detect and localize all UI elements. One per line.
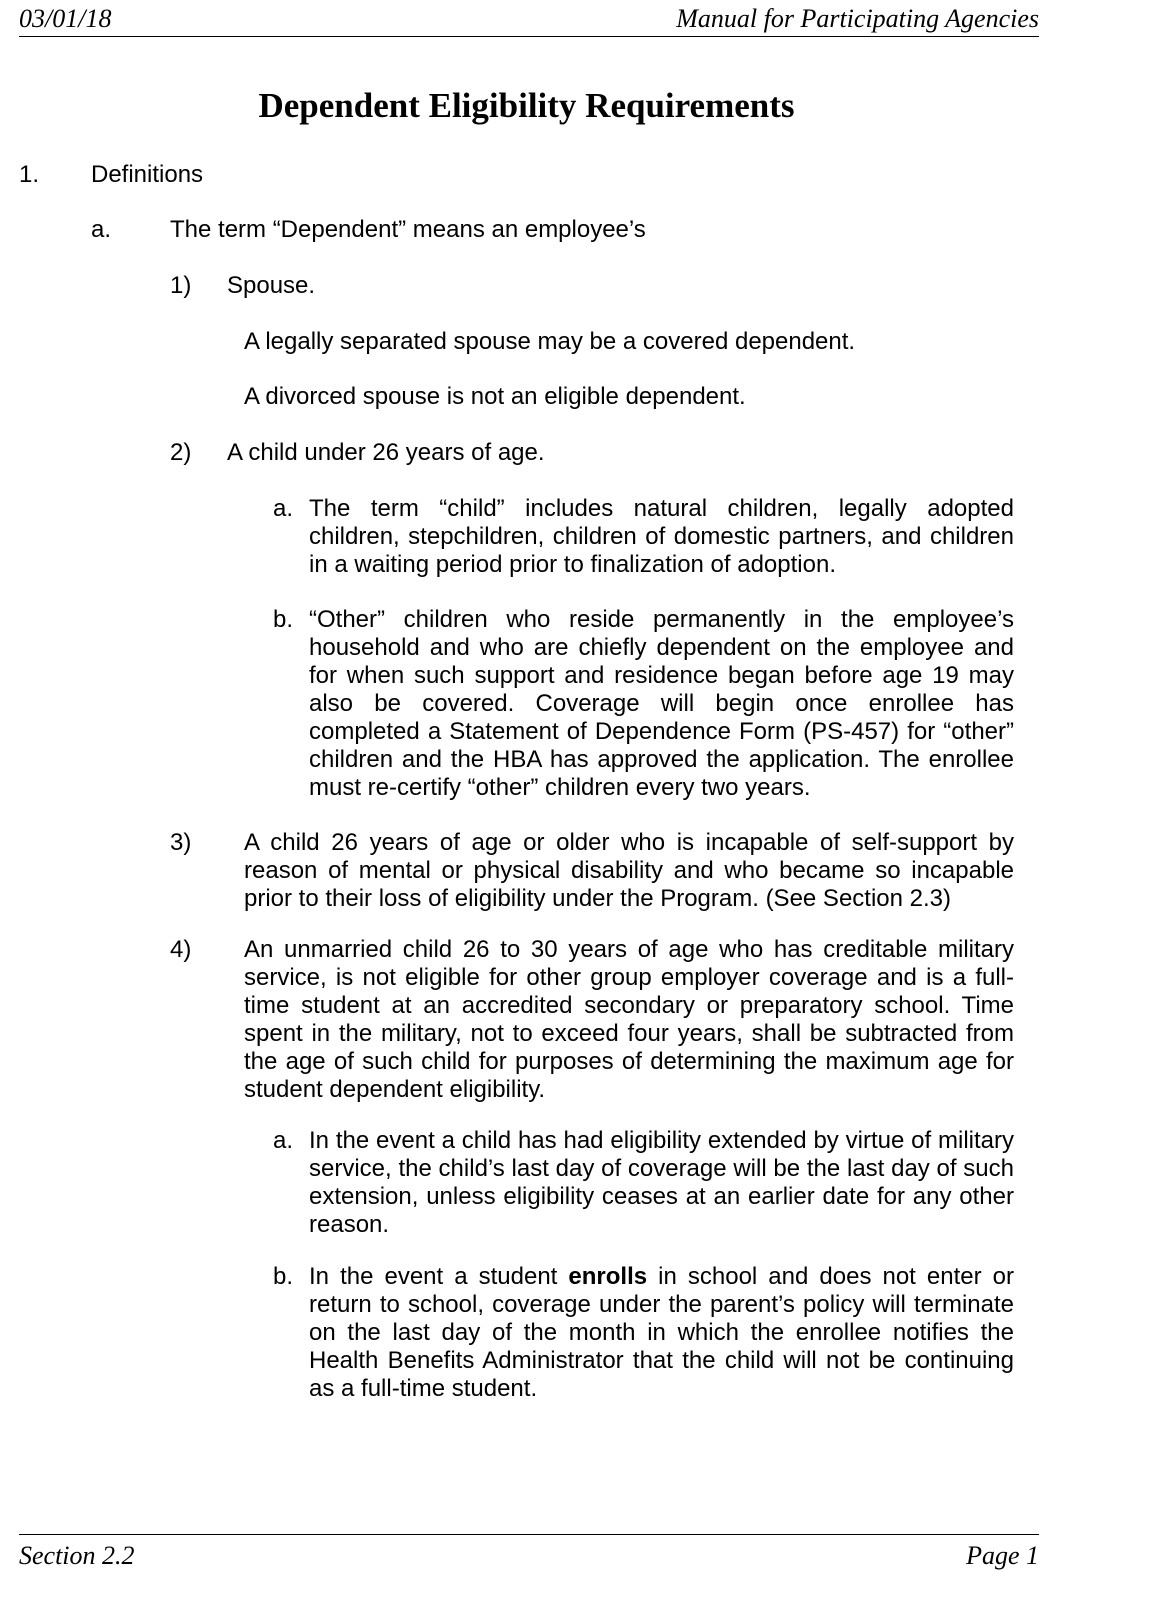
footer-page-number: Page 1 bbox=[966, 1541, 1039, 1570]
item-2a-paragraph: The term “child” includes natural children, legally adopted children, stepchildren, children of domestic partners, and children in a waiting period prior to finalization of adoption. bbox=[309, 495, 1014, 578]
item-4-paragraph: An unmarried child 26 to 30 years of age who has creditable military service, is not eligible for other group employer coverage and is a full-time student at an accredited secondary or preparatory school. Time spent in the military, not to exceed four years, shall be subtracted from the age of such child for purposes of determining the maximum age for student dependent eligibility. bbox=[244, 936, 1014, 1103]
header-date: 03/01/18 bbox=[19, 4, 112, 33]
item-a-text: The term “Dependent” means an employee’s bbox=[170, 216, 646, 243]
section-heading: Definitions bbox=[91, 161, 204, 188]
item-4b-marker: b. bbox=[273, 1263, 294, 1290]
item-2-marker: 2) bbox=[170, 439, 192, 466]
item-4b-text-after: in school and does not enter or return to school, coverage under the parent’s policy will terminate on the last day of the month in which the enrollee notifies the Health Benefits Administrator that the child will not be continuing as a full-time student. bbox=[309, 1263, 1014, 1402]
item-4b-text-before: In the event a student bbox=[309, 1263, 569, 1290]
document-title: Dependent Eligibility Requirements bbox=[258, 86, 795, 125]
item-4b-bold-enrolls: enrolls bbox=[568, 1263, 648, 1290]
item-2-text: A child under 26 years of age. bbox=[227, 439, 545, 466]
item-4-marker: 4) bbox=[170, 936, 192, 963]
item-1-note-divorced: A divorced spouse is not an eligible dependent. bbox=[244, 383, 746, 410]
item-a-marker: a. bbox=[91, 216, 112, 243]
item-3-marker: 3) bbox=[170, 829, 192, 856]
section-number: 1. bbox=[19, 161, 40, 188]
item-2b-marker: b. bbox=[273, 606, 294, 633]
item-1-text: Spouse. bbox=[227, 272, 316, 299]
footer-section: Section 2.2 bbox=[19, 1541, 135, 1570]
item-2a-marker: a. bbox=[273, 495, 294, 522]
item-3-paragraph: A child 26 years of age or older who is incapable of self-support by reason of mental or physical disability and who became so incapable prior to their loss of eligibility under the Program. (See Section 2.3) bbox=[244, 829, 1014, 912]
item-1-note-separated: A legally separated spouse may be a covered dependent. bbox=[244, 328, 856, 355]
item-2b-paragraph: “Other” children who reside permanently in the employee’s household and who are chiefly dependent on the employee and for when such support and residence began before age 19 may also be covered. Coverage will begin once enrollee has completed a Statement of Dependence Form (PS-457) for “other” children and the HBA has approved the application. The enrollee must re-certify “other” children every two years. bbox=[309, 606, 1014, 801]
header-manual-title: Manual for Participating Agencies bbox=[676, 4, 1039, 33]
page-header bbox=[19, 2, 1039, 37]
page-footer bbox=[19, 1534, 1039, 1575]
item-4a-paragraph: In the event a child has had eligibility extended by virtue of military service, the child’s last day of coverage will be the last day of such extension, unless eligibility ceases at an earlier date for any other reason. bbox=[309, 1127, 1014, 1238]
item-4a-marker: a. bbox=[273, 1127, 294, 1154]
item-4b-paragraph bbox=[309, 1263, 1014, 1403]
item-1-marker: 1) bbox=[170, 272, 192, 299]
